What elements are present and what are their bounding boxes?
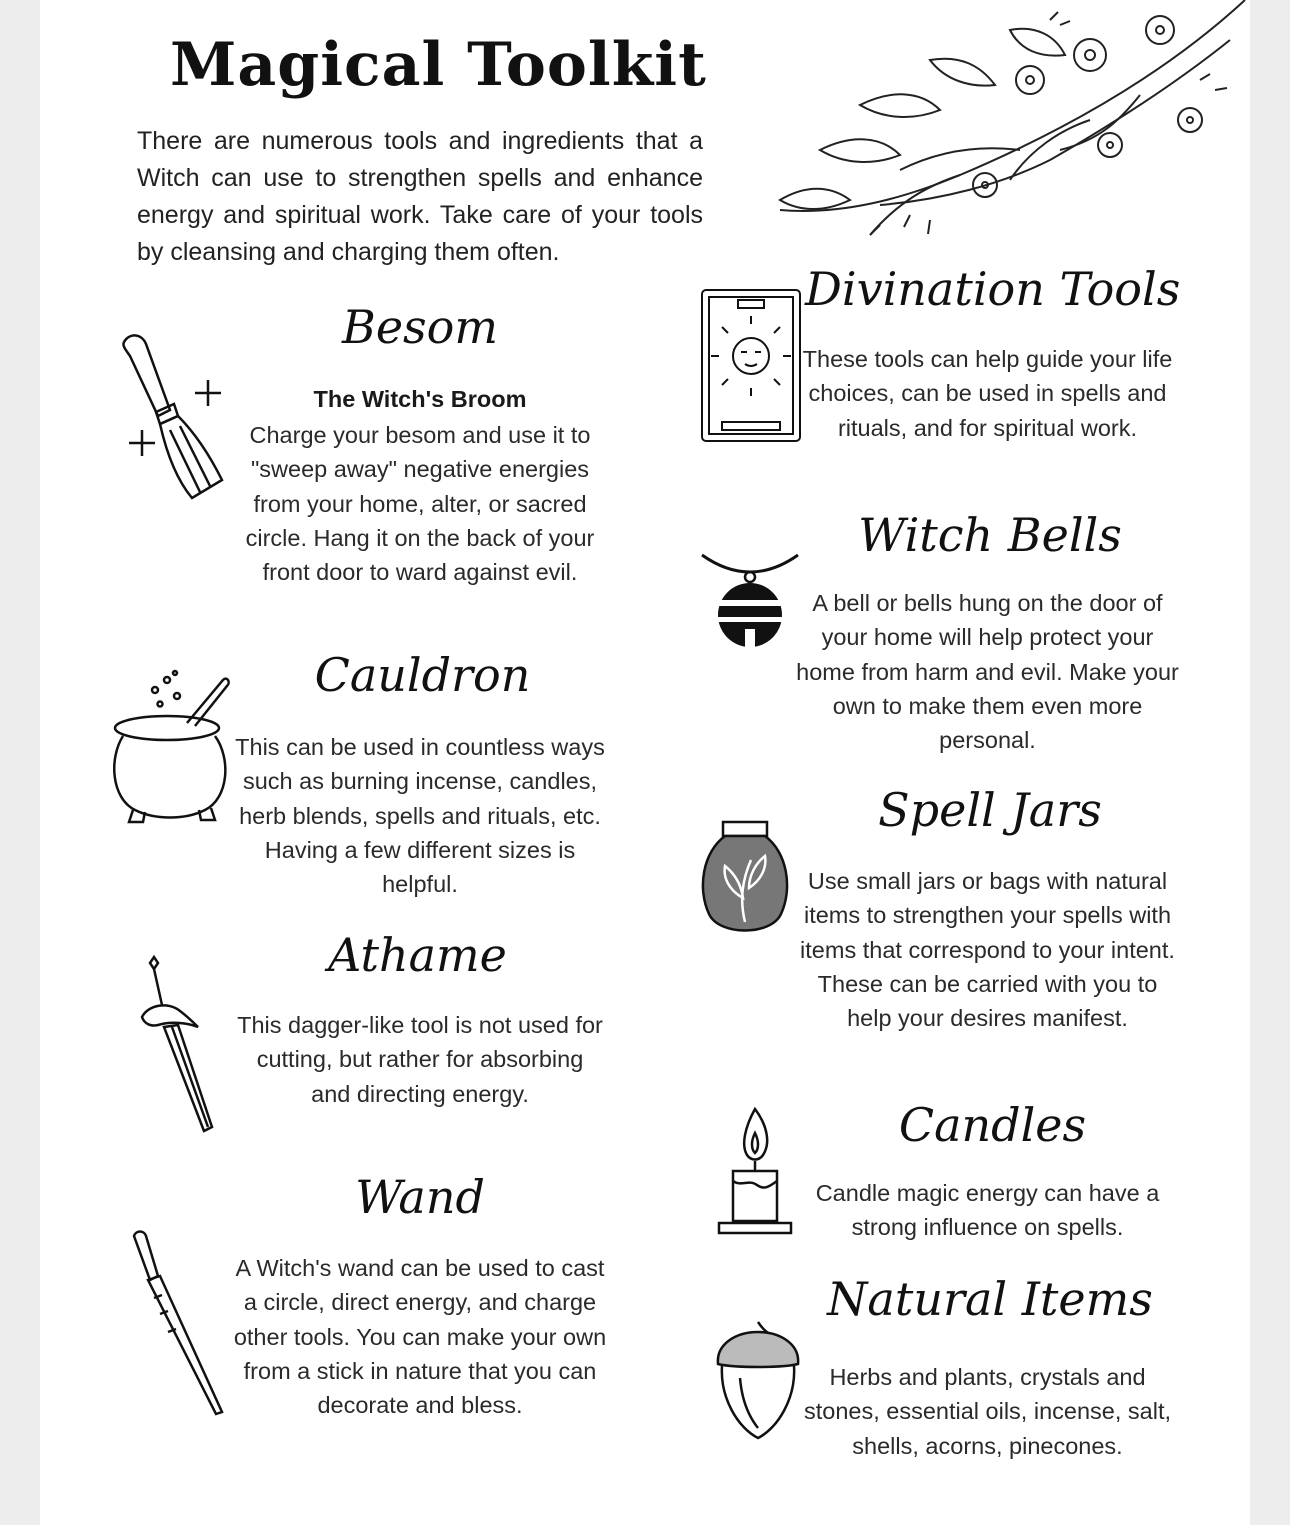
athame-heading: Athame <box>328 928 507 982</box>
candles-heading: Candles <box>898 1098 1087 1152</box>
candles-description: Candle magic energy can have a strong influence on spells. <box>815 1180 1160 1241</box>
spell-jars-description: Use small jars or bags with natural items to strengthen your spells with items that correspond to your intent. These can be carried with you to help your desires manifest. <box>800 868 1175 1032</box>
athame-description: This dagger-like tool is not used for cutting, but rather for absorbing and directing energy. <box>237 1012 603 1107</box>
page-title: Magical Toolkit <box>170 30 707 100</box>
tarot-card-icon <box>700 288 802 443</box>
besom-subtitle: The Witch's Broom <box>313 386 527 412</box>
wand-heading: Wand <box>355 1170 485 1224</box>
wand-description: A Witch's wand can be used to cast a circle, direct energy, and charge other tools. You can make your own from a stick in nature that you can decorate and bless. <box>233 1255 607 1419</box>
jar-icon <box>695 818 795 946</box>
besom-heading: Besom <box>342 300 498 354</box>
natural-items-heading: Natural Items <box>827 1272 1153 1326</box>
natural-items-description: Herbs and plants, crystals and stones, essential oils, incense, salt, shells, acorns, pinecones. <box>803 1364 1172 1459</box>
intro-paragraph: There are numerous tools and ingredients that a Witch can use to strengthen spells and enhance energy and spiritual work. Take care of your tools by cleansing and charging them often. <box>137 127 703 266</box>
spell-jars-heading: Spell Jars <box>878 783 1102 837</box>
cauldron-description: This can be used in countless ways such as burning incense, candles, herb blends, spells and rituals, etc. Having a few different sizes is helpful. <box>235 734 605 898</box>
dagger-icon <box>138 955 218 1135</box>
cauldron-icon <box>105 668 235 828</box>
divination-description: These tools can help guide your life choices, can be used in spells and rituals, and for spiritual work. <box>802 346 1173 441</box>
bell-icon <box>700 545 800 650</box>
acorn-icon <box>712 1318 804 1443</box>
broom-icon <box>112 330 237 505</box>
botanical-sprig-icon <box>760 0 1250 250</box>
witch-bells-description: A bell or bells hung on the door of your home will help protect your home from harm and evil. Make your own to make them even more personal. <box>796 590 1179 754</box>
cauldron-heading: Cauldron <box>314 648 531 702</box>
witch-bells-heading: Witch Bells <box>858 508 1122 562</box>
besom-description: Charge your besom and use it to "sweep away" negative energies from your home, alter, or sacred circle. Hang it on the back of your front door to ward against evil. <box>245 422 595 586</box>
candle-icon <box>715 1105 795 1240</box>
wand-icon <box>128 1228 228 1418</box>
divination-heading: Divination Tools <box>805 262 1181 316</box>
